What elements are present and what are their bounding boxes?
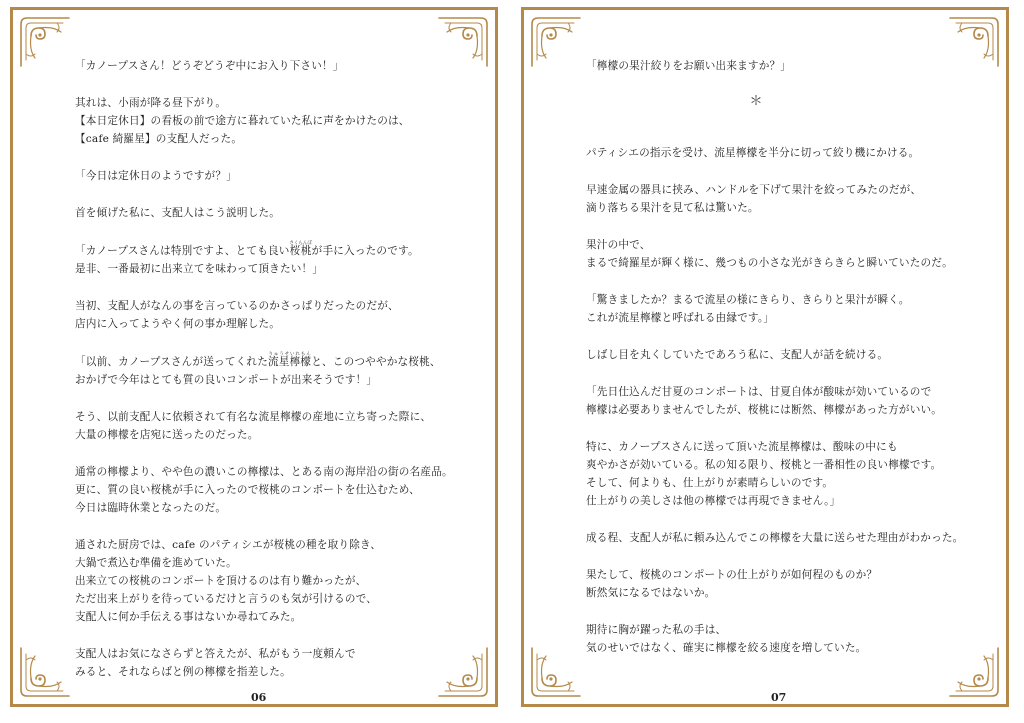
text-line: おかげで今年はとても質の良いコンポートが出来そうです！」 xyxy=(75,374,378,386)
text-line: まるで綺羅星が輝く様に、幾つもの小さな光がきらきらと瞬いていたのだ。 xyxy=(586,257,953,269)
text-line: 特に、カノープスさんに送って頂いた流星檸檬は、酸味の中にも xyxy=(586,441,898,453)
text-line: これが流星檸檬と呼ばれる由縁です。」 xyxy=(586,312,775,324)
text-line: ただ出来上がりを待っているだけと言うのも気が引けるので、 xyxy=(75,593,378,605)
paragraph xyxy=(75,204,475,222)
text-line: パティシエの指示を受け、流星檸檬を半分に切って絞り機にかける。 xyxy=(586,147,920,159)
paragraph xyxy=(75,297,475,333)
text-line: 成る程、支配人が私に頼み込んでこの檸檬を大量に送らせた理由がわかった。 xyxy=(586,532,964,544)
text-line: 気のせいではなく、確実に檸檬を絞る速度を増していた。 xyxy=(586,642,867,654)
paragraph xyxy=(75,167,475,185)
text-line: 滴り落ちる果汁を見て私は驚いた。 xyxy=(586,202,759,214)
paragraph xyxy=(75,645,475,681)
text-line: 今日は臨時休業となったのだ。 xyxy=(75,502,227,514)
opening-paragraph xyxy=(586,57,986,75)
paragraph xyxy=(586,144,986,162)
ornament-corner-icon xyxy=(17,14,73,70)
text-line: 【cafe 綺羅星】の支配人だった。 xyxy=(75,133,243,145)
text-line: 早速金属の器具に挟み、ハンドルを下げて果汁を絞ってみたのだが、 xyxy=(586,184,922,196)
ornament-corner-icon xyxy=(528,14,584,70)
text-line: 期待に胸が躍った私の手は、 xyxy=(586,624,727,636)
text-line: 「驚きましたか？まるで流星の様にきらり、きらりと果汁が瞬く。 xyxy=(586,294,910,306)
text-line: 当初、支配人がなんの事を言っているのかさっぱりだったのだが、 xyxy=(75,300,399,312)
text-line: しばし目を丸くしていたであろう私に、支配人が話を続ける。 xyxy=(586,349,889,361)
text-line: そして、何よりも、仕上がりが素晴らしいのです。 xyxy=(586,477,834,489)
text-line: 「カノープスさん！どうぞどうぞ中にお入り下さい！」 xyxy=(75,60,344,72)
right-page xyxy=(521,7,1009,707)
page-number: 07 xyxy=(767,691,790,704)
right-page-text xyxy=(586,57,986,676)
paragraph xyxy=(586,181,986,217)
paragraph xyxy=(586,236,986,272)
text-line: 首を傾げた私に、支配人はこう説明した。 xyxy=(75,207,281,219)
page-number: 06 xyxy=(247,691,270,704)
text-line: 檸檬は必要ありませんでしたが、桜桃には断然、檸檬があった方がいい。 xyxy=(586,404,943,416)
text-line: みると、それならばと例の檸檬を指差した。 xyxy=(75,666,291,678)
paragraph xyxy=(75,463,475,517)
paragraph xyxy=(75,94,475,148)
text-line: 果たして、桜桃のコンポートの仕上がりが如何程のものか？ xyxy=(586,569,878,581)
paragraph xyxy=(586,346,986,364)
paragraph xyxy=(75,408,475,444)
paragraph xyxy=(586,566,986,602)
paragraph xyxy=(586,438,986,510)
scene-separator: ＊ xyxy=(749,94,763,109)
text-line: 【本日定休日】の看板の前で途方に暮れていた私に声をかけたのは、 xyxy=(75,115,410,127)
paragraph xyxy=(75,57,475,75)
text-line: 「以前、カノープスさんが送ってくれた流星檸檬りゅうせいれもんと、このつややかな桜桃、 xyxy=(75,352,441,368)
paragraph xyxy=(75,536,475,626)
paragraph xyxy=(586,529,986,547)
text-line: 店内に入ってようやく何の事か理解した。 xyxy=(75,318,281,330)
paragraph xyxy=(75,241,475,278)
text-line: そう、以前支配人に依頼されて有名な流星檸檬の産地に立ち寄った際に、 xyxy=(75,411,432,423)
text-line: 果汁の中で、 xyxy=(586,239,651,251)
ornament-corner-icon xyxy=(17,644,73,700)
text-line: 「カノープスさんは特別ですよ、とても良い桜桃さくらんぼが手に入ったのです。 xyxy=(75,241,419,257)
furigana: 桜桃さくらんぼ xyxy=(289,241,312,257)
text-line: 「先日仕込んだ甘夏のコンポートは、甘夏自体が酸味が効いているので xyxy=(586,386,932,398)
text-line: 支配人はお気になさらずと答えたが、私がもう一度頼んで xyxy=(75,648,356,660)
text-line: 仕上がりの美しさは他の檸檬では再現できません。」 xyxy=(586,495,841,507)
text-line: 更に、質の良い桜桃が手に入ったので桜桃のコンポートを仕込むため、 xyxy=(75,484,420,496)
left-page xyxy=(10,7,498,707)
text-line: 通常の檸檬より、やや色の濃いこの檸檬は、とある南の海岸沿の街の名産品。 xyxy=(75,466,453,478)
text-line: 支配人に何か手伝える事はないか尋ねてみた。 xyxy=(75,611,302,623)
text-line: 其れは、小雨が降る昼下がり。 xyxy=(75,97,227,109)
paragraph xyxy=(75,352,475,389)
paragraph xyxy=(586,383,986,419)
text-line: 是非、一番最初に出来立てを味わって頂きたい！」 xyxy=(75,263,324,275)
text-line: 「今日は定休日のようですが？」 xyxy=(75,170,237,182)
left-page-text xyxy=(75,57,475,700)
text-line: 「檸檬の果汁絞りをお願い出来ますか？」 xyxy=(586,60,792,72)
ornament-corner-icon xyxy=(528,644,584,700)
paragraph xyxy=(586,291,986,327)
furigana: 流星檸檬りゅうせいれもん xyxy=(268,352,312,368)
paragraph xyxy=(586,621,986,657)
text-line: 大量の檸檬を店宛に送ったのだった。 xyxy=(75,429,259,441)
text-line: 出来立ての桜桃のコンポートを頂けるのは有り難かったが、 xyxy=(75,575,367,587)
text-line: 大鍋で煮込む準備を進めていた。 xyxy=(75,557,237,569)
text-line: 断然気になるではないか。 xyxy=(586,587,716,599)
text-line: 通された厨房では、cafe のパティシエが桜桃の種を取り除き、 xyxy=(75,539,382,551)
text-line: 爽やかさが効いている。私の知る限り、桜桃と一番相性の良い檸檬です。 xyxy=(586,459,942,471)
